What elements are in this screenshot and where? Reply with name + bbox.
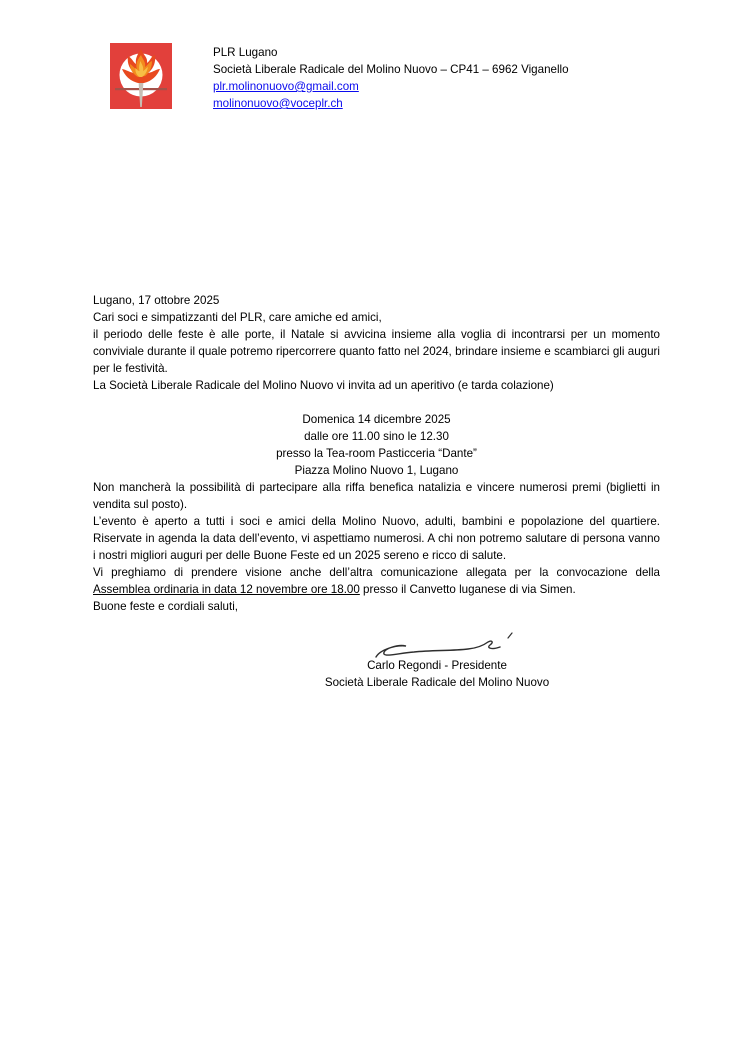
event-details	[93, 411, 660, 479]
event-address-line: Piazza Molino Nuovo 1, Lugano	[294, 464, 459, 477]
open-event-paragraph: L’evento è aperto a tutti i soci e amici della Molino Nuovo, adulti, bambini e popolazione del quartiere. Riservate in agenda la data dell’evento, vi aspettiamo numerosi. A chi non potremo salutare di persona vanno i nostri migliori auguri per delle Buone Feste ed un 2025 sereno e ricco di salute.	[93, 515, 660, 562]
signature-scribble-icon	[370, 632, 520, 664]
event-time-line: dalle ore 11.00 sino le 12.30	[304, 430, 449, 443]
assembly-underlined-text: Assemblea ordinaria in data 12 novembre ore 18.00	[93, 583, 360, 596]
invite-line: La Società Liberale Radicale del Molino Nuovo vi invita ad un aperitivo (e tarda colazione)	[93, 379, 554, 392]
org-address: Società Liberale Radicale del Molino Nuovo – CP41 – 6962 Viganello	[213, 63, 569, 76]
letter-body	[93, 292, 660, 691]
assembly-text-before: Vi preghiamo di prendere visione anche dell’altra comunicazione allegata per la convocazione della	[93, 566, 660, 579]
email-link-gmail[interactable]: plr.molinonuovo@gmail.com	[213, 80, 359, 93]
signature-block	[267, 632, 607, 691]
raffle-paragraph: Non mancherà la possibilità di partecipare alla riffa benefica natalizia e vincere numerosi premi (biglietti in vendita sul posto).	[93, 481, 660, 511]
event-date-line: Domenica 14 dicembre 2025	[302, 413, 451, 426]
org-name: PLR Lugano	[213, 46, 278, 59]
email-link-voceplr[interactable]: molinonuovo@voceplr.ch	[213, 97, 343, 110]
letterhead	[110, 43, 569, 112]
email-line-voceplr	[213, 95, 569, 112]
email-line-gmail	[213, 78, 569, 95]
letterhead-text	[213, 43, 569, 112]
assembly-paragraph	[93, 564, 660, 598]
festivities-paragraph: il periodo delle feste è alle porte, il Natale si avvicina insieme alla voglia di incontrarsi per un momento conviviale durante il quale potremo ripercorrere quanto fatto nel 2024, brindare insieme e scambiarci gli auguri per le festività.	[93, 328, 660, 375]
assembly-text-after: presso il Canvetto luganese di via Simen.	[359, 583, 576, 596]
signer-name-title: Carlo Regondi - Presidente	[367, 659, 507, 672]
greeting-line: Cari soci e simpatizzanti del PLR, care amiche ed amici,	[93, 311, 382, 324]
date-line: Lugano, 17 ottobre 2025	[93, 294, 220, 307]
closing-line: Buone feste e cordiali saluti,	[93, 600, 239, 613]
event-venue-line: presso la Tea-room Pasticceria “Dante”	[276, 447, 477, 460]
plr-flame-logo-icon	[110, 43, 172, 109]
signer-org: Società Liberale Radicale del Molino Nuovo	[324, 676, 550, 689]
